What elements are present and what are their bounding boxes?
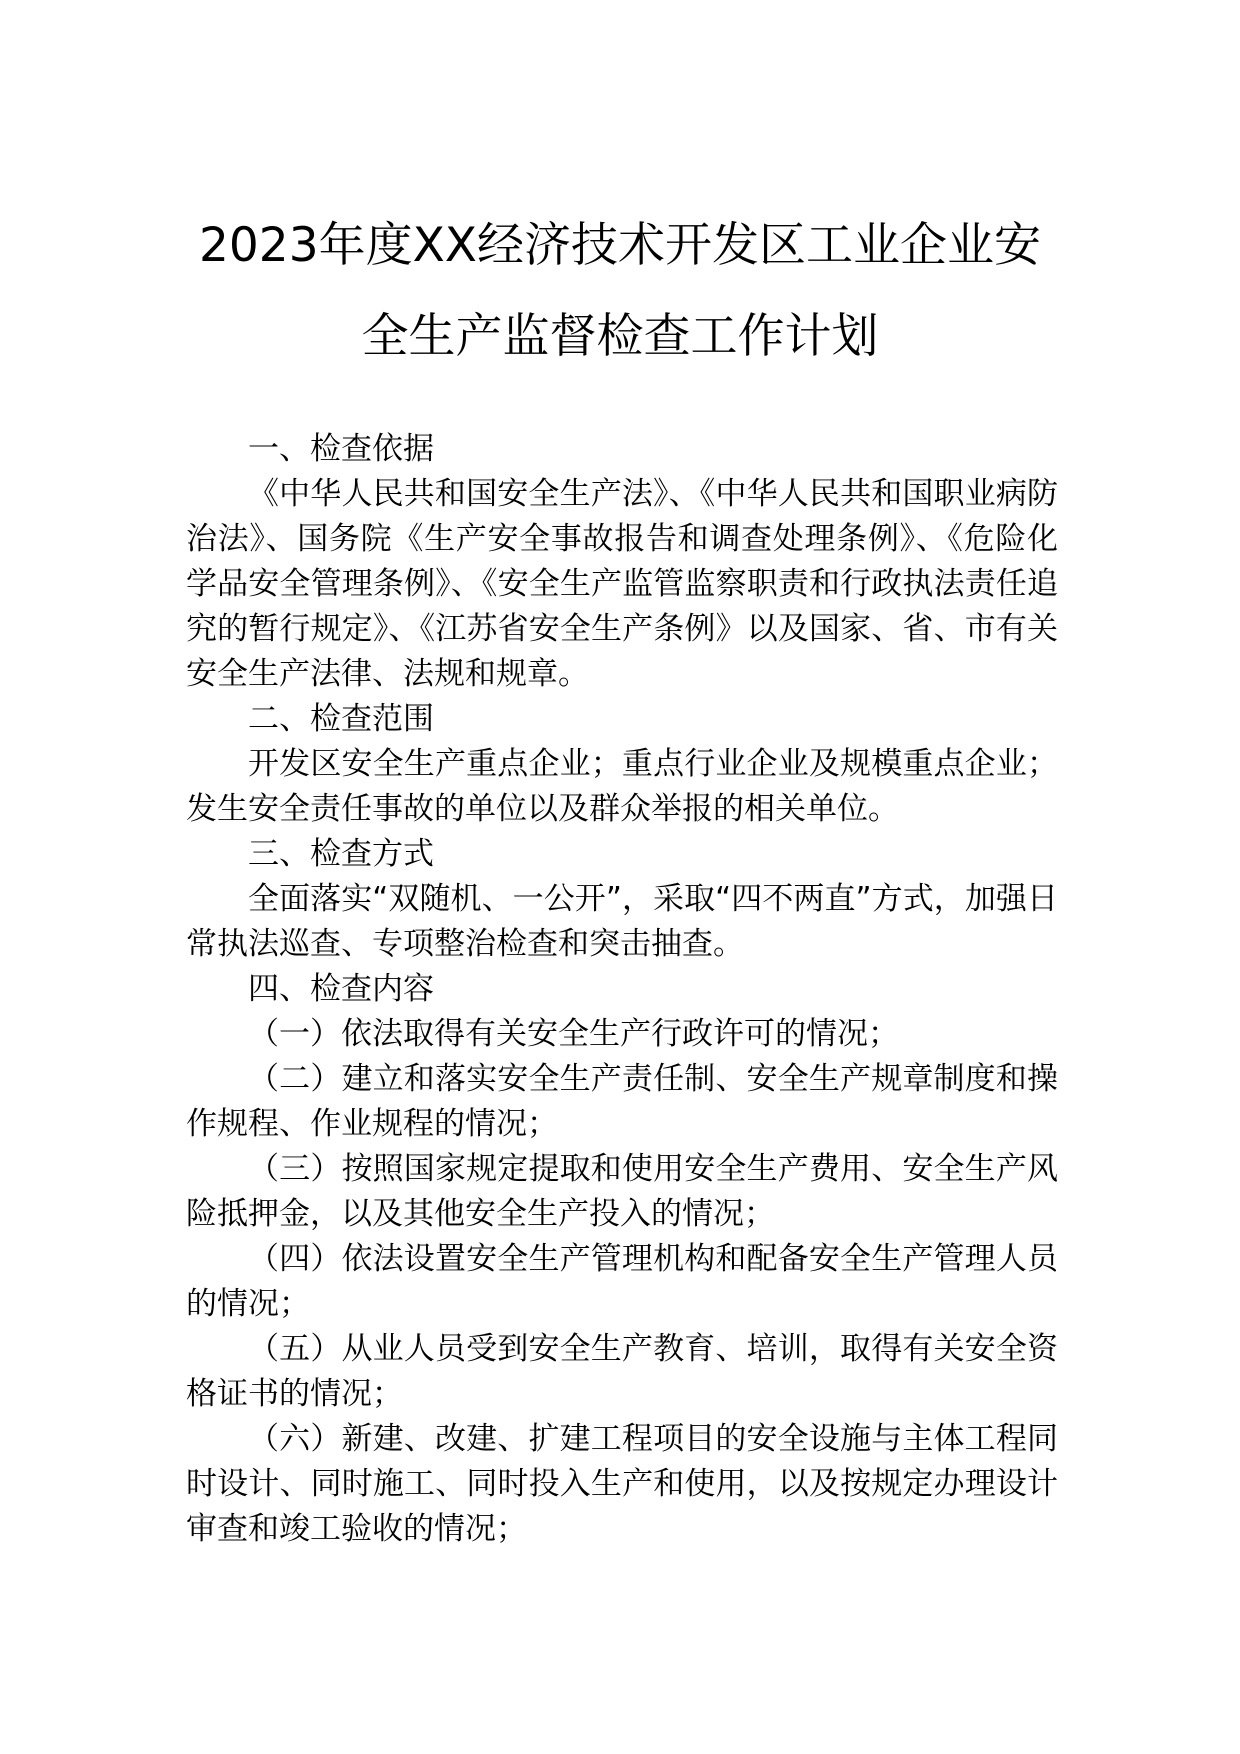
document-body xyxy=(186,427,1058,1552)
document-title-line-2: 全生产监督检查工作计划 xyxy=(361,309,879,364)
content-item-2: （二）建立和落实安全生产责任制、安全生产规章制度和操作规程、作业规程的情况； xyxy=(186,1061,1058,1142)
content-item-4: （四）依法设置安全生产管理机构和配备安全生产管理人员的情况； xyxy=(186,1241,1058,1322)
section-heading-basis: 一、检查依据 xyxy=(248,431,434,467)
paragraph-basis: 《中华人民共和国安全生产法》、《中华人民共和国职业病防治法》、国务院《生产安全事故报告和调查处理条例》、《危险化学品安全管理条例》、《安全生产监管监察职责和行政执法责任追究的暂行规定》、《江苏省安全生产条例》以及国家、省、市有关安全生产法律、法规和规章。 xyxy=(186,476,1058,692)
document-title-line-1: 2023年度XX经济技术开发区工业企业安 xyxy=(198,218,1041,273)
section-heading-method: 三、检查方式 xyxy=(248,836,434,872)
content-item-3: （三）按照国家规定提取和使用安全生产费用、安全生产风险抵押金，以及其他安全生产投入的情况； xyxy=(186,1151,1058,1232)
paragraph-method: 全面落实“双随机、一公开”，采取“四不两直”方式，加强日常执法巡查、专项整治检查和突击抽查。 xyxy=(186,881,1058,962)
section-heading-scope: 二、检查范围 xyxy=(248,701,434,737)
content-item-1: （一）依法取得有关安全生产行政许可的情况； xyxy=(248,1016,899,1052)
section-heading-content: 四、检查内容 xyxy=(248,971,434,1007)
content-item-6: （六）新建、改建、扩建工程项目的安全设施与主体工程同时设计、同时施工、同时投入生产和使用，以及按规定办理设计审查和竣工验收的情况； xyxy=(186,1421,1058,1547)
content-item-5: （五）从业人员受到安全生产教育、培训，取得有关安全资格证书的情况； xyxy=(186,1331,1058,1412)
paragraph-scope: 开发区安全生产重点企业；重点行业企业及规模重点企业；发生安全责任事故的单位以及群众举报的相关单位。 xyxy=(186,746,1058,827)
